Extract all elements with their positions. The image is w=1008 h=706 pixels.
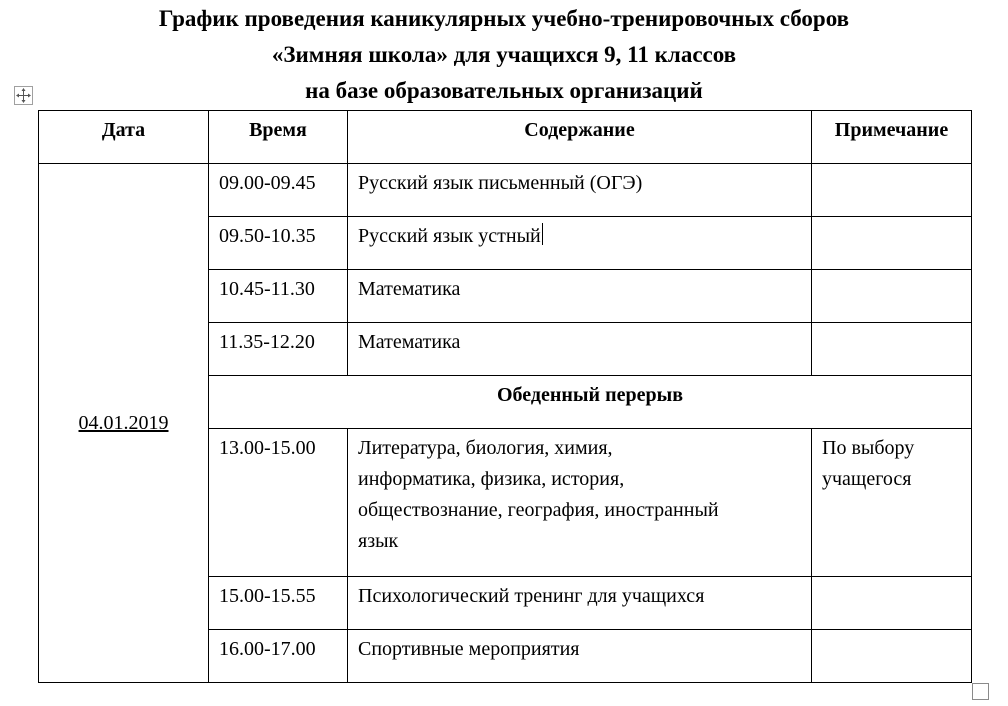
content-cell[interactable]: Психологический тренинг для учащихся (348, 577, 812, 630)
document-title (0, 1, 1008, 109)
content-line: обществознание, география, иностранный (358, 499, 719, 521)
header-row (39, 111, 972, 164)
content-cell[interactable]: Спортивные мероприятия (348, 630, 812, 683)
time-cell[interactable]: 15.00-15.55 (209, 577, 348, 630)
content-line: информатика, физика, история, (358, 468, 625, 490)
time-cell[interactable]: 10.45-11.30 (209, 270, 348, 323)
note-cell[interactable] (812, 630, 972, 683)
table-move-handle-icon[interactable] (14, 86, 33, 105)
header-note[interactable]: Примечание (812, 111, 972, 164)
note-cell[interactable] (812, 217, 972, 270)
content-cell[interactable]: Математика (348, 323, 812, 376)
content-cell[interactable]: Русский язык письменный (ОГЭ) (348, 164, 812, 217)
date-cell[interactable] (39, 164, 209, 683)
time-cell[interactable]: 11.35-12.20 (209, 323, 348, 376)
note-line: учащегося (822, 468, 912, 490)
time-cell[interactable]: 09.50-10.35 (209, 217, 348, 270)
note-cell[interactable] (812, 577, 972, 630)
table-row (39, 164, 972, 217)
note-cell[interactable] (812, 270, 972, 323)
content-cell[interactable] (348, 217, 812, 270)
header-time[interactable]: Время (209, 111, 348, 164)
lunch-break-cell[interactable]: Обеденный перерыв (209, 376, 972, 429)
content-line: Литература, биология, химия, (358, 437, 613, 459)
date-value: 04.01.2019 (78, 411, 169, 434)
text-cursor (542, 223, 543, 245)
table-resize-handle[interactable] (972, 683, 989, 700)
title-line-3: на базе образовательных организаций (305, 78, 703, 103)
content-cell[interactable]: Математика (348, 270, 812, 323)
header-date[interactable]: Дата (39, 111, 209, 164)
content-text: Русский язык устный (358, 225, 541, 247)
note-line: По выбору (822, 437, 915, 459)
note-cell[interactable] (812, 323, 972, 376)
note-cell[interactable] (812, 429, 972, 577)
header-content[interactable]: Содержание (348, 111, 812, 164)
content-line: язык (358, 530, 399, 552)
schedule-table (38, 110, 972, 683)
time-cell[interactable]: 16.00-17.00 (209, 630, 348, 683)
title-line-2: «Зимняя школа» для учащихся 9, 11 классов (271, 42, 737, 67)
content-cell[interactable] (348, 429, 812, 577)
note-cell[interactable] (812, 164, 972, 217)
title-line-1: График проведения каникулярных учебно-тренировочных сборов (158, 6, 850, 31)
time-cell[interactable]: 09.00-09.45 (209, 164, 348, 217)
time-cell[interactable]: 13.00-15.00 (209, 429, 348, 577)
